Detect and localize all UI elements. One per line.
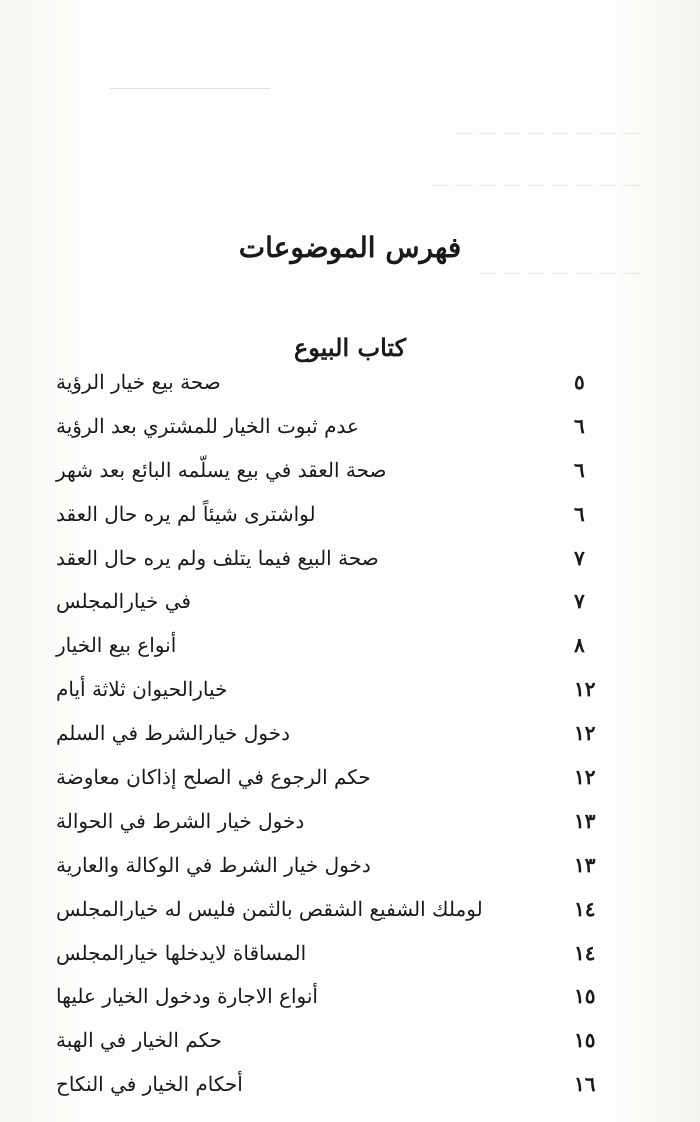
toc-entry (56, 667, 604, 711)
toc-entry-page-number: ١٣ (574, 852, 596, 877)
toc-entry-title: دخول خيارالشرط في السلم (56, 721, 291, 746)
toc-entry-title: دخول خيار الشرط في الحوالة (56, 808, 305, 833)
toc-entry (56, 579, 604, 623)
toc-entry-title: أحكام الخيار في النكاح (56, 1072, 243, 1097)
toc-entry (56, 799, 604, 843)
toc-entry-page-number: ١٤ (574, 940, 596, 965)
page-title: فهرس الموضوعات (238, 230, 462, 264)
toc-entry-title: في خيارالمجلس (56, 589, 191, 614)
toc-entry-page-number: ٧ (574, 545, 585, 570)
toc-entry-page-number: ٦ (574, 457, 585, 482)
toc-entry-title: صحة بيع خيار الرؤية (56, 369, 221, 394)
toc-entry-title: لوملك الشفيع الشقص بالثمن فليس له خيارالمجلس (56, 896, 483, 921)
toc-entry-title: المساقاة لايدخلها خيارالمجلس (56, 940, 307, 965)
toc-entry-page-number: ١٥ (574, 984, 596, 1009)
toc-entry (56, 755, 604, 799)
toc-entry (56, 360, 604, 404)
toc-entry (56, 623, 604, 667)
toc-entry-page-number: ١٦ (574, 1072, 596, 1097)
toc-entry-page-number: ٥ (574, 369, 585, 394)
toc-entry-title: لواشترى شيئاً لم يره حال العقد (56, 501, 316, 526)
toc-entry (56, 448, 604, 492)
bleed-through-line: — — — — — — — — (455, 122, 640, 143)
toc-entry-page-number: ٨ (574, 633, 585, 658)
toc-entry (56, 404, 604, 448)
toc-entry (56, 843, 604, 887)
toc-entry-title: أنواع الاجارة ودخول الخيار عليها (56, 984, 318, 1009)
toc-entry (56, 974, 604, 1018)
toc-entry-title: حكم الخيار في الهبة (56, 1028, 222, 1053)
toc-entry (56, 711, 604, 755)
toc-entry-page-number: ٦ (574, 413, 585, 438)
toc-entry (56, 887, 604, 931)
toc-entry-page-number: ١٢ (574, 721, 596, 746)
toc-entry (56, 1018, 604, 1062)
bleed-through-rule (110, 88, 270, 89)
toc-entry-title: خيارالحيوان ثلاثة أيام (56, 677, 228, 702)
toc-entry-page-number: ٦ (574, 501, 585, 526)
toc-entry-title: دخول خيار الشرط في الوكالة والعارية (56, 852, 371, 877)
section-heading: كتاب البيوع (293, 332, 407, 362)
toc-entry-title: عدم ثبوت الخيار للمشتري بعد الرؤية (56, 413, 359, 438)
toc-entry-title: صحة البيع فيما يتلف ولم يره حال العقد (56, 545, 379, 570)
toc-entry (56, 536, 604, 580)
toc-entry (56, 931, 604, 975)
toc-entry (56, 492, 604, 536)
toc-entry-page-number: ١٣ (574, 808, 596, 833)
bleed-through-line: — — — — — — — (479, 262, 640, 283)
toc-entry-title: صحة العقد في بيع يسلّمه البائع بعد شهر (56, 457, 387, 482)
toc-entry-page-number: ٧ (574, 589, 585, 614)
toc-entry-page-number: ١٢ (574, 677, 596, 702)
bleed-through-line: — — — — — — — — — (432, 174, 640, 195)
toc-entry-page-number: ١٤ (574, 896, 596, 921)
toc-entry (56, 1062, 604, 1106)
toc-entry-page-number: ١٥ (574, 1028, 596, 1053)
toc-entry-page-number: ١٢ (574, 764, 596, 789)
toc-list (56, 360, 604, 1106)
toc-entry-title: حكم الرجوع في الصلح إذاكان معاوضة (56, 764, 371, 789)
toc-entry-title: أنواع بيع الخيار (56, 633, 177, 658)
